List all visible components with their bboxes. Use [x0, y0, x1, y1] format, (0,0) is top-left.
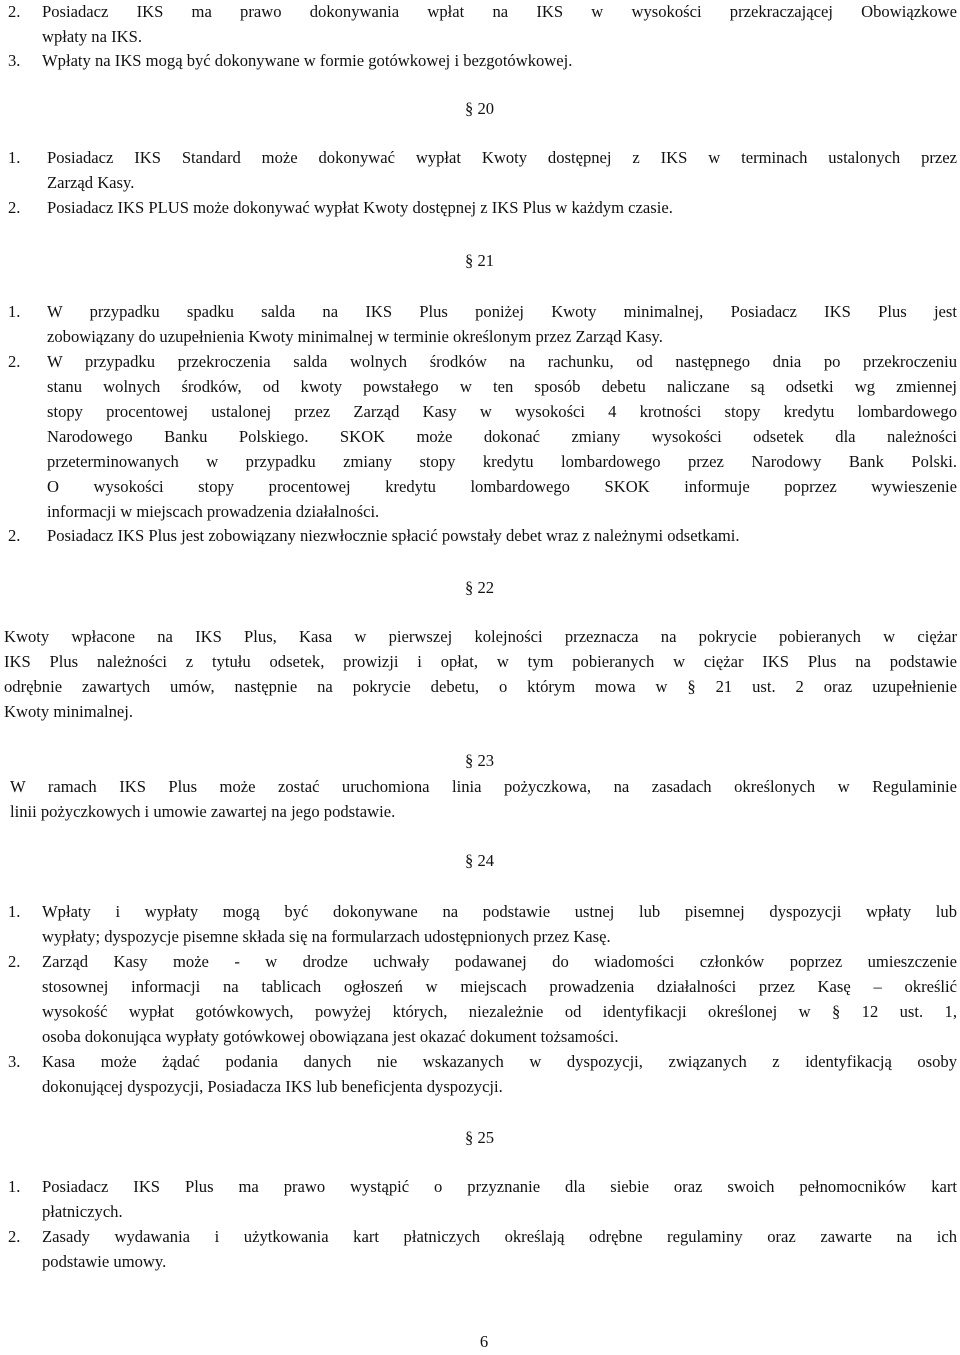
item-text-line: Posiadacz IKS Plus ma prawo wystąpić o przyznanie dla siebie oraz swoich pełnomocników kart: [42, 1177, 957, 1196]
paragraph-line: odrębnie zawartych umów, następnie na pokrycie debetu, o którym mowa w § 21 ust. 2 oraz uzupełnienie: [4, 677, 957, 696]
item-text-line: Posiadacz IKS Plus jest zobowiązany niezwłocznie spłacić powstały debet wraz z należnymi odsetkami.: [47, 526, 740, 545]
item-text-line: Zarząd Kasy może - w drodze uchwały podawanej do wiadomości członków poprzez umieszczenie: [42, 952, 957, 971]
item-text-line: W przypadku spadku salda na IKS Plus poniżej Kwoty minimalnej, Posiadacz IKS Plus jest: [47, 302, 957, 321]
section-heading-25: § 25: [465, 1128, 495, 1147]
item-number: 1.: [8, 148, 21, 167]
section-heading-21: § 21: [465, 251, 495, 270]
item-text-line: informacji w miejscach prowadzenia działalności.: [47, 502, 380, 521]
item-number: 2.: [8, 2, 21, 21]
section-heading-23: § 23: [465, 751, 495, 770]
item-number: 2.: [8, 352, 21, 371]
item-text-line: Posiadacz IKS PLUS może dokonywać wypłat Kwoty dostępnej z IKS Plus w każdym czasie.: [47, 198, 673, 217]
paragraph-line: W ramach IKS Plus może zostać uruchomiona linia pożyczkowa, na zasadach określonych w Regulaminie: [10, 777, 957, 796]
item-text-line: W przypadku przekroczenia salda wolnych środków na rachunku, od następnego dnia po przekroczeniu: [47, 352, 957, 371]
item-text-line: Posiadacz IKS ma prawo dokonywania wpłat na IKS w wysokości przekraczającej Obowiązkowe: [42, 2, 957, 21]
item-number: 1.: [8, 302, 21, 321]
item-text-line: zobowiązany do uzupełnienia Kwoty minimalnej w terminie określonym przez Zarząd Kasy.: [47, 327, 663, 346]
item-text-line: Zasady wydawania i użytkowania kart płatniczych określają odrębne regulaminy oraz zawarte na ich: [42, 1227, 957, 1246]
item-text-line: O wysokości stopy procentowej kredytu lombardowego SKOK informuje poprzez wywieszenie: [47, 477, 957, 496]
item-text-line: Posiadacz IKS Standard może dokonywać wypłat Kwoty dostępnej z IKS w terminach ustalonych przez: [47, 148, 957, 167]
paragraph-line: linii pożyczkowych i umowie zawartej na jego podstawie.: [10, 802, 396, 821]
item-text-line: Wpłaty na IKS mogą być dokonywane w formie gotówkowej i bezgotówkowej.: [42, 51, 573, 70]
item-text-line: Zarząd Kasy.: [47, 173, 135, 192]
item-text-line: Kasa może żądać podania danych nie wskazanych w dyspozycji, związanych z identyfikacją osoby: [42, 1052, 957, 1071]
section-heading-22: § 22: [465, 578, 495, 597]
item-text-line: dokonującej dyspozycji, Posiadacza IKS lub beneficjenta dyspozycji.: [42, 1077, 503, 1096]
item-text-line: Wpłaty i wypłaty mogą być dokonywane na podstawie ustnej lub pisemnej dyspozycji wpłaty lub: [42, 902, 957, 921]
item-text-line: stopy procentowej ustalonej przez Zarząd Kasy w wysokości 4 krotności stopy kredytu lombardowego: [47, 402, 957, 421]
item-number: 2.: [8, 526, 21, 545]
item-number: 2.: [8, 952, 21, 971]
item-text-line: wysokość wypłat gotówkowych, powyżej których, niezależnie od identyfikacji określonej w § 12 ust. 1,: [42, 1002, 957, 1021]
paragraph-line: Kwoty wpłacone na IKS Plus, Kasa w pierwszej kolejności przeznacza na pokrycie pobieranych w ciężar: [4, 627, 957, 646]
page-number: 6: [479, 1332, 489, 1351]
item-text-line: wypłaty; dyspozycje pisemne składa się na formularzach udostępnionych przez Kasę.: [42, 927, 611, 946]
paragraph-line: IKS Plus należności z tytułu odsetek, prowizji i opłat, w tym pobieranych w ciężar IKS Plus na podstawie: [4, 652, 957, 671]
item-text-line: podstawie umowy.: [42, 1252, 167, 1271]
item-number: 2.: [8, 1227, 21, 1246]
item-text-line: Narodowego Banku Polskiego. SKOK może dokonać zmiany wysokości odsetek dla należności: [47, 427, 957, 446]
section-heading-20: § 20: [465, 99, 495, 118]
item-text-line: przeterminowanych w przypadku zmiany stopy kredytu lombardowego przez Narodowy Bank Polski.: [47, 452, 957, 471]
paragraph-line: Kwoty minimalnej.: [4, 702, 134, 721]
item-number: 1.: [8, 902, 21, 921]
section-heading-24: § 24: [465, 851, 495, 870]
item-text-line: płatniczych.: [42, 1202, 123, 1221]
item-number: 3.: [8, 1052, 21, 1071]
item-number: 1.: [8, 1177, 21, 1196]
item-text-line: osoba dokonująca wypłaty gotówkowej obowiązana jest okazać dokument tożsamości.: [42, 1027, 619, 1046]
item-number: 3.: [8, 51, 21, 70]
item-number: 2.: [8, 198, 21, 217]
item-text-line: stosownej informacji na tablicach ogłoszeń w miejscach prowadzenia działalności przez Kasę – określić: [42, 977, 957, 996]
item-text-line: wpłaty na IKS.: [42, 27, 143, 46]
item-text-line: stanu wolnych środków, od kwoty powstałego w ten sposób debetu naliczane są odsetki wg zmiennej: [47, 377, 957, 396]
